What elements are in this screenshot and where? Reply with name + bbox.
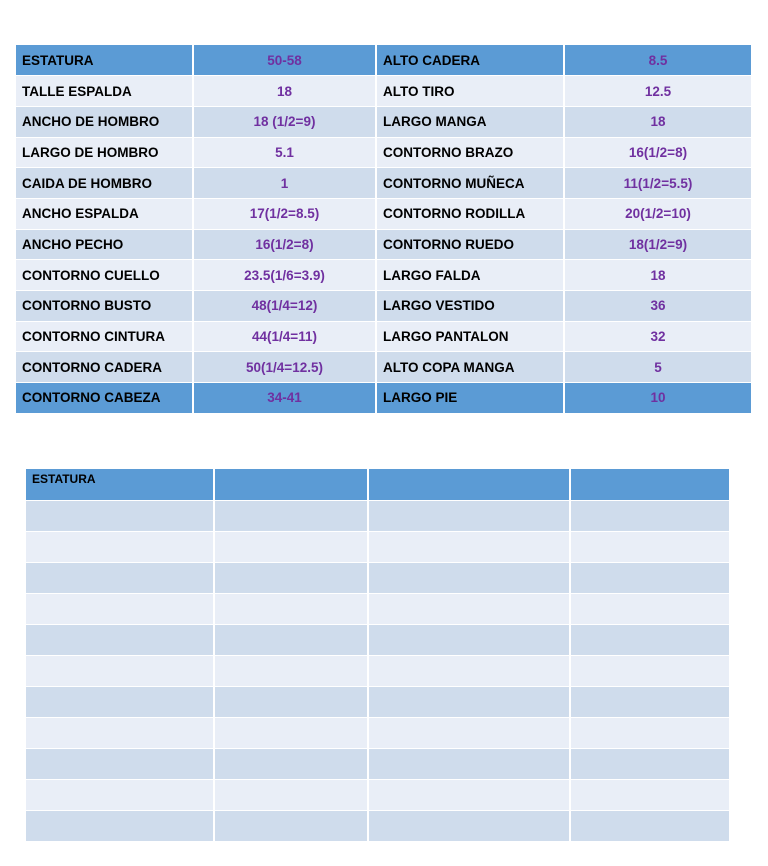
empty-cell [570,748,730,779]
measurement-label: ANCHO PECHO [16,229,193,260]
table-row [16,76,752,107]
measurement-value: 16(1/2=8) [193,229,376,260]
table-row [16,45,752,76]
empty-cell [26,717,214,748]
table-row [16,106,752,137]
empty-cell [570,655,730,686]
empty-cell [26,810,214,841]
table-header-row [26,469,730,500]
measurement-value: 1 [193,168,376,199]
measurement-label: CONTORNO CABEZA [16,383,193,414]
table-row [16,137,752,168]
empty-cell [570,779,730,810]
empty-cell [368,717,570,748]
empty-row [26,624,730,655]
measurement-label: ESTATURA [16,45,193,76]
empty-cell [26,624,214,655]
empty-cell [368,593,570,624]
table-row [16,383,752,414]
measurement-label: LARGO DE HOMBRO [16,137,193,168]
empty-cell [214,500,368,531]
measurement-label: ALTO CADERA [376,45,564,76]
empty-cell [368,686,570,717]
header-label-cell: ESTATURA [26,469,214,500]
empty-row [26,717,730,748]
empty-cell [26,686,214,717]
empty-cell [26,562,214,593]
measurement-label: CONTORNO BRAZO [376,137,564,168]
empty-cell [570,500,730,531]
table-row [16,198,752,229]
empty-row [26,562,730,593]
empty-row [26,686,730,717]
measurement-label: CONTORNO BUSTO [16,291,193,322]
table-row [16,260,752,291]
empty-cell [368,500,570,531]
blank-measurements-table [26,469,731,842]
measurement-value: 50(1/4=12.5) [193,352,376,383]
measurement-value: 34-41 [193,383,376,414]
empty-cell [570,469,730,500]
measurement-label: CAIDA DE HOMBRO [16,168,193,199]
measurement-label: ANCHO DE HOMBRO [16,106,193,137]
empty-cell [214,655,368,686]
empty-cell [214,593,368,624]
empty-cell [214,469,368,500]
measurement-label: ANCHO ESPALDA [16,198,193,229]
measurement-value: 23.5(1/6=3.9) [193,260,376,291]
table-row [16,352,752,383]
empty-cell [214,717,368,748]
measurement-label: ALTO COPA MANGA [376,352,564,383]
empty-cell [214,810,368,841]
measurement-label: CONTORNO CADERA [16,352,193,383]
empty-cell [368,779,570,810]
measurement-value: 5.1 [193,137,376,168]
measurement-label: ALTO TIRO [376,76,564,107]
empty-row [26,810,730,841]
measurement-value: 12.5 [564,76,752,107]
measurement-value: 5 [564,352,752,383]
empty-row [26,748,730,779]
table-row [16,321,752,352]
measurement-label: LARGO MANGA [376,106,564,137]
measurement-label: CONTORNO MUÑECA [376,168,564,199]
empty-cell [570,531,730,562]
table-row [16,291,752,322]
measurement-value: 10 [564,383,752,414]
empty-cell [214,531,368,562]
empty-row [26,593,730,624]
measurement-value: 36 [564,291,752,322]
empty-cell [368,469,570,500]
measurement-label: CONTORNO RODILLA [376,198,564,229]
empty-cell [368,562,570,593]
empty-cell [214,779,368,810]
empty-row [26,655,730,686]
measurement-value: 11(1/2=5.5) [564,168,752,199]
measurement-label: CONTORNO RUEDO [376,229,564,260]
empty-cell [26,655,214,686]
measurement-value: 18(1/2=9) [564,229,752,260]
measurement-label: LARGO VESTIDO [376,291,564,322]
empty-cell [570,562,730,593]
measurement-label: CONTORNO CUELLO [16,260,193,291]
measurement-value: 44(1/4=11) [193,321,376,352]
measurement-label: LARGO FALDA [376,260,564,291]
empty-cell [368,748,570,779]
empty-cell [214,562,368,593]
table-row [16,168,752,199]
empty-cell [368,531,570,562]
empty-cell [368,624,570,655]
measurement-value: 20(1/2=10) [564,198,752,229]
measurement-label: LARGO PIE [376,383,564,414]
empty-cell [368,655,570,686]
measurement-label: CONTORNO CINTURA [16,321,193,352]
measurement-value: 32 [564,321,752,352]
measurement-value: 18 [193,76,376,107]
measurement-value: 8.5 [564,45,752,76]
measurement-value: 50-58 [193,45,376,76]
empty-cell [570,593,730,624]
measurement-value: 16(1/2=8) [564,137,752,168]
measurement-value: 18 [564,260,752,291]
empty-row [26,779,730,810]
measurements-table [16,45,753,414]
empty-cell [214,748,368,779]
measurement-value: 48(1/4=12) [193,291,376,322]
measurement-label: LARGO PANTALON [376,321,564,352]
measurement-value: 17(1/2=8.5) [193,198,376,229]
empty-cell [26,500,214,531]
empty-cell [26,593,214,624]
measurement-value: 18 [564,106,752,137]
empty-cell [214,624,368,655]
empty-cell [570,624,730,655]
empty-cell [26,748,214,779]
empty-cell [570,717,730,748]
empty-cell [570,686,730,717]
empty-cell [214,686,368,717]
empty-cell [26,779,214,810]
empty-row [26,500,730,531]
empty-cell [368,810,570,841]
empty-row [26,531,730,562]
table-row [16,229,752,260]
measurement-value: 18 (1/2=9) [193,106,376,137]
measurement-label: TALLE ESPALDA [16,76,193,107]
empty-cell [570,810,730,841]
empty-cell [26,531,214,562]
